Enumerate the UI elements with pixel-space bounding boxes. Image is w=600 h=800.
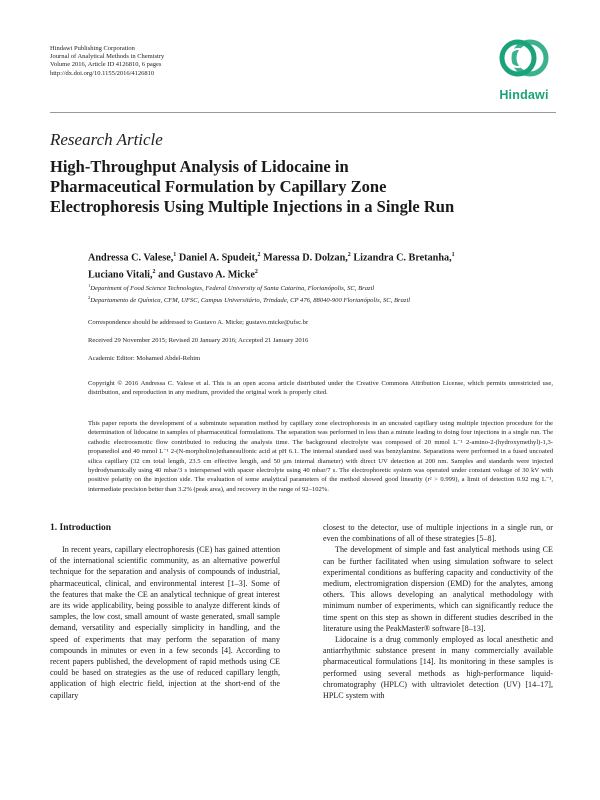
- body-paragraph: In recent years, capillary electrophoresis (CE) has gained attention of the international scientific community, as an alternative powerful technique for the separation and analysis of compounds of industrial, pharmaceutical, clinical, and environmental interest [1–3]. Some of the features that make the CE an analytical technique of great interest are its wide applicability, being possible to analyze different kinds of samples, the low cost, small amount of waste generated, small sample demand, versatility and especially simplicity in handling, and the speed of experiments that may perform the separation of many compounds in minutes or even in a few seconds [4]. According to recent papers published, the development of rapid methods using CE could be based on strategies as the use of reduced capillary length, application of high electric field, injection at the short-end of the capillary: [50, 545, 280, 700]
- hindawi-logo-icon: [493, 30, 555, 88]
- author-affiliation-mark: 2: [152, 269, 156, 276]
- affiliation-2: [88, 295, 410, 304]
- article-type: Research Article: [50, 130, 163, 149]
- doi-link[interactable]: http://dx.doi.org/10.1155/2016/4126810: [50, 69, 155, 77]
- author-affiliation-mark: 1: [451, 252, 455, 258]
- title-line: High-Throughput Analysis of Lidocaine in: [50, 157, 349, 176]
- author-affiliation-mark: 2: [347, 252, 351, 258]
- dates-line: Received 29 November 2015; Revised 20 January 2016; Accepted 21 January 2016: [88, 337, 309, 344]
- author-list: [88, 248, 568, 283]
- volume-line: Volume 2016, Article ID 4126810, 6 pages: [50, 61, 162, 69]
- author-affiliation-mark: 2: [257, 252, 261, 258]
- author-affiliation-mark: 1: [173, 252, 177, 258]
- correspondence-line: Correspondence should be addressed to Gustavo A. Micke; gustavo.micke@ufsc.br: [88, 319, 309, 326]
- author-name: Maressa D. Dolzan,: [260, 252, 348, 264]
- body-paragraph: The development of simple and fast analytical methods using CE can be further facilitated when using simulation software to select experimental conditions as buffering capacity and conductivity of the medium, electromigration dispersion (EMD) for the analytes, among others. This allows developing an analytical methodology with minimum number of experiments, which can significantly reduce the time spent on this step as shown in different studies described in the literature using the PeakMaster® software [8–13].: [323, 545, 553, 633]
- author-affiliation-mark: 2: [254, 269, 258, 276]
- title-line: Pharmaceutical Formulation by Capillary Zone: [50, 177, 387, 196]
- body-paragraph: closest to the detector, use of multiple injections in a single run, or even the combinations of all of these strategies [5–8].: [323, 523, 553, 544]
- author-name: Lizandra C. Bretanha,: [350, 252, 452, 264]
- copyright-notice: Copyright © 2016 Andressa C. Valese et al. This is an open access article distributed under the Creative Commons Attribution License, which permits unrestricted use, distribution, and reproduction in any medium, provided the original work is properly cited.: [88, 380, 553, 396]
- publisher-line: Hindawi Publishing Corporation: [50, 45, 135, 52]
- author-name: and Gustavo A. Micke: [155, 269, 255, 281]
- abstract-text: This paper reports the development of a subminute separation method by capillary zone electrophoresis in an uncoated capillary using multiple injection procedure for the determination of lidocaine in samples of pharmaceutical formulations. The separation was performed in less than a minute leading to doing four injections in a single run. The cathodic electroosmotic flow contributed to reducing the analysis time. The background electrolyte was composed of 20 mmol L⁻¹ 2-amino-2-(hydroxymethyl)-1,3-propanediol and 40 mmol L⁻¹ 2-(N-morpholino)ethanesulfonic acid at pH 6.1. The internal standard used was benzylamine. Separations were performed in a fused uncoated silica capillary (32 cm total length, 23.5 cm effective length, and 50 μm internal diameter) with direct UV detection at 200 nm. Samples and standards were injected hydrodynamically using 40 mbar/3 s interspersed with spacer electrolyte using 40 mbar/7 s. The electrophoretic system was operated under constant voltage of 30 kV with positive polarity on the injection side. The evaluation of some analytical parameters of the method showed good linearity (r² > 0.999), a limit of detection 0.92 mg L⁻¹, intermediate precision better than 3.2% (peak area), and recovery in the range of 92–102%.: [88, 420, 553, 493]
- affiliation-mark: 1: [88, 283, 91, 288]
- body-column-right: [323, 522, 553, 701]
- academic-editor-line: Academic Editor: Mohamed Abdel-Rehim: [88, 355, 201, 362]
- journal-name: Journal of Analytical Methods in Chemistry: [50, 53, 165, 61]
- author-name: Luciano Vitali,: [88, 269, 153, 281]
- author-name: Andressa C. Valese,: [88, 252, 174, 264]
- body-paragraph: Lidocaine is a drug commonly employed as local anesthetic and antiarrhythmic substance present in many commercially available pharmaceutical formulations [14]. Its monitoring in these samples is performed using several methods as high-performance liquid-chromatography (HPLC) with ultraviolet detection (UV) [14–17], HPLC system with: [323, 635, 553, 701]
- body-column-left: [50, 522, 280, 701]
- affiliation-text: Department of Food Science Technologies, Federal University of Santa Catarina, Florianópolis, SC, Brazil: [90, 285, 375, 293]
- paper-title: [50, 157, 560, 217]
- hindawi-wordmark: Hindawi: [499, 88, 549, 102]
- affiliation-mark: 2: [88, 295, 91, 300]
- journal-header: [50, 45, 164, 78]
- hindawi-logo: [493, 30, 555, 110]
- affiliation-text: Departamento de Química, CFM, UFSC, Campus Universitário, Trindade, CP 476, 88040-900 Florianópolis, SC, Brazil: [90, 297, 411, 305]
- section-heading: 1. Introduction: [50, 523, 112, 533]
- header-divider: [50, 112, 556, 113]
- author-name: Daniel A. Spudeit,: [176, 252, 258, 264]
- affiliation-1: [88, 283, 374, 292]
- title-line: Electrophoresis Using Multiple Injections in a Single Run: [50, 197, 455, 216]
